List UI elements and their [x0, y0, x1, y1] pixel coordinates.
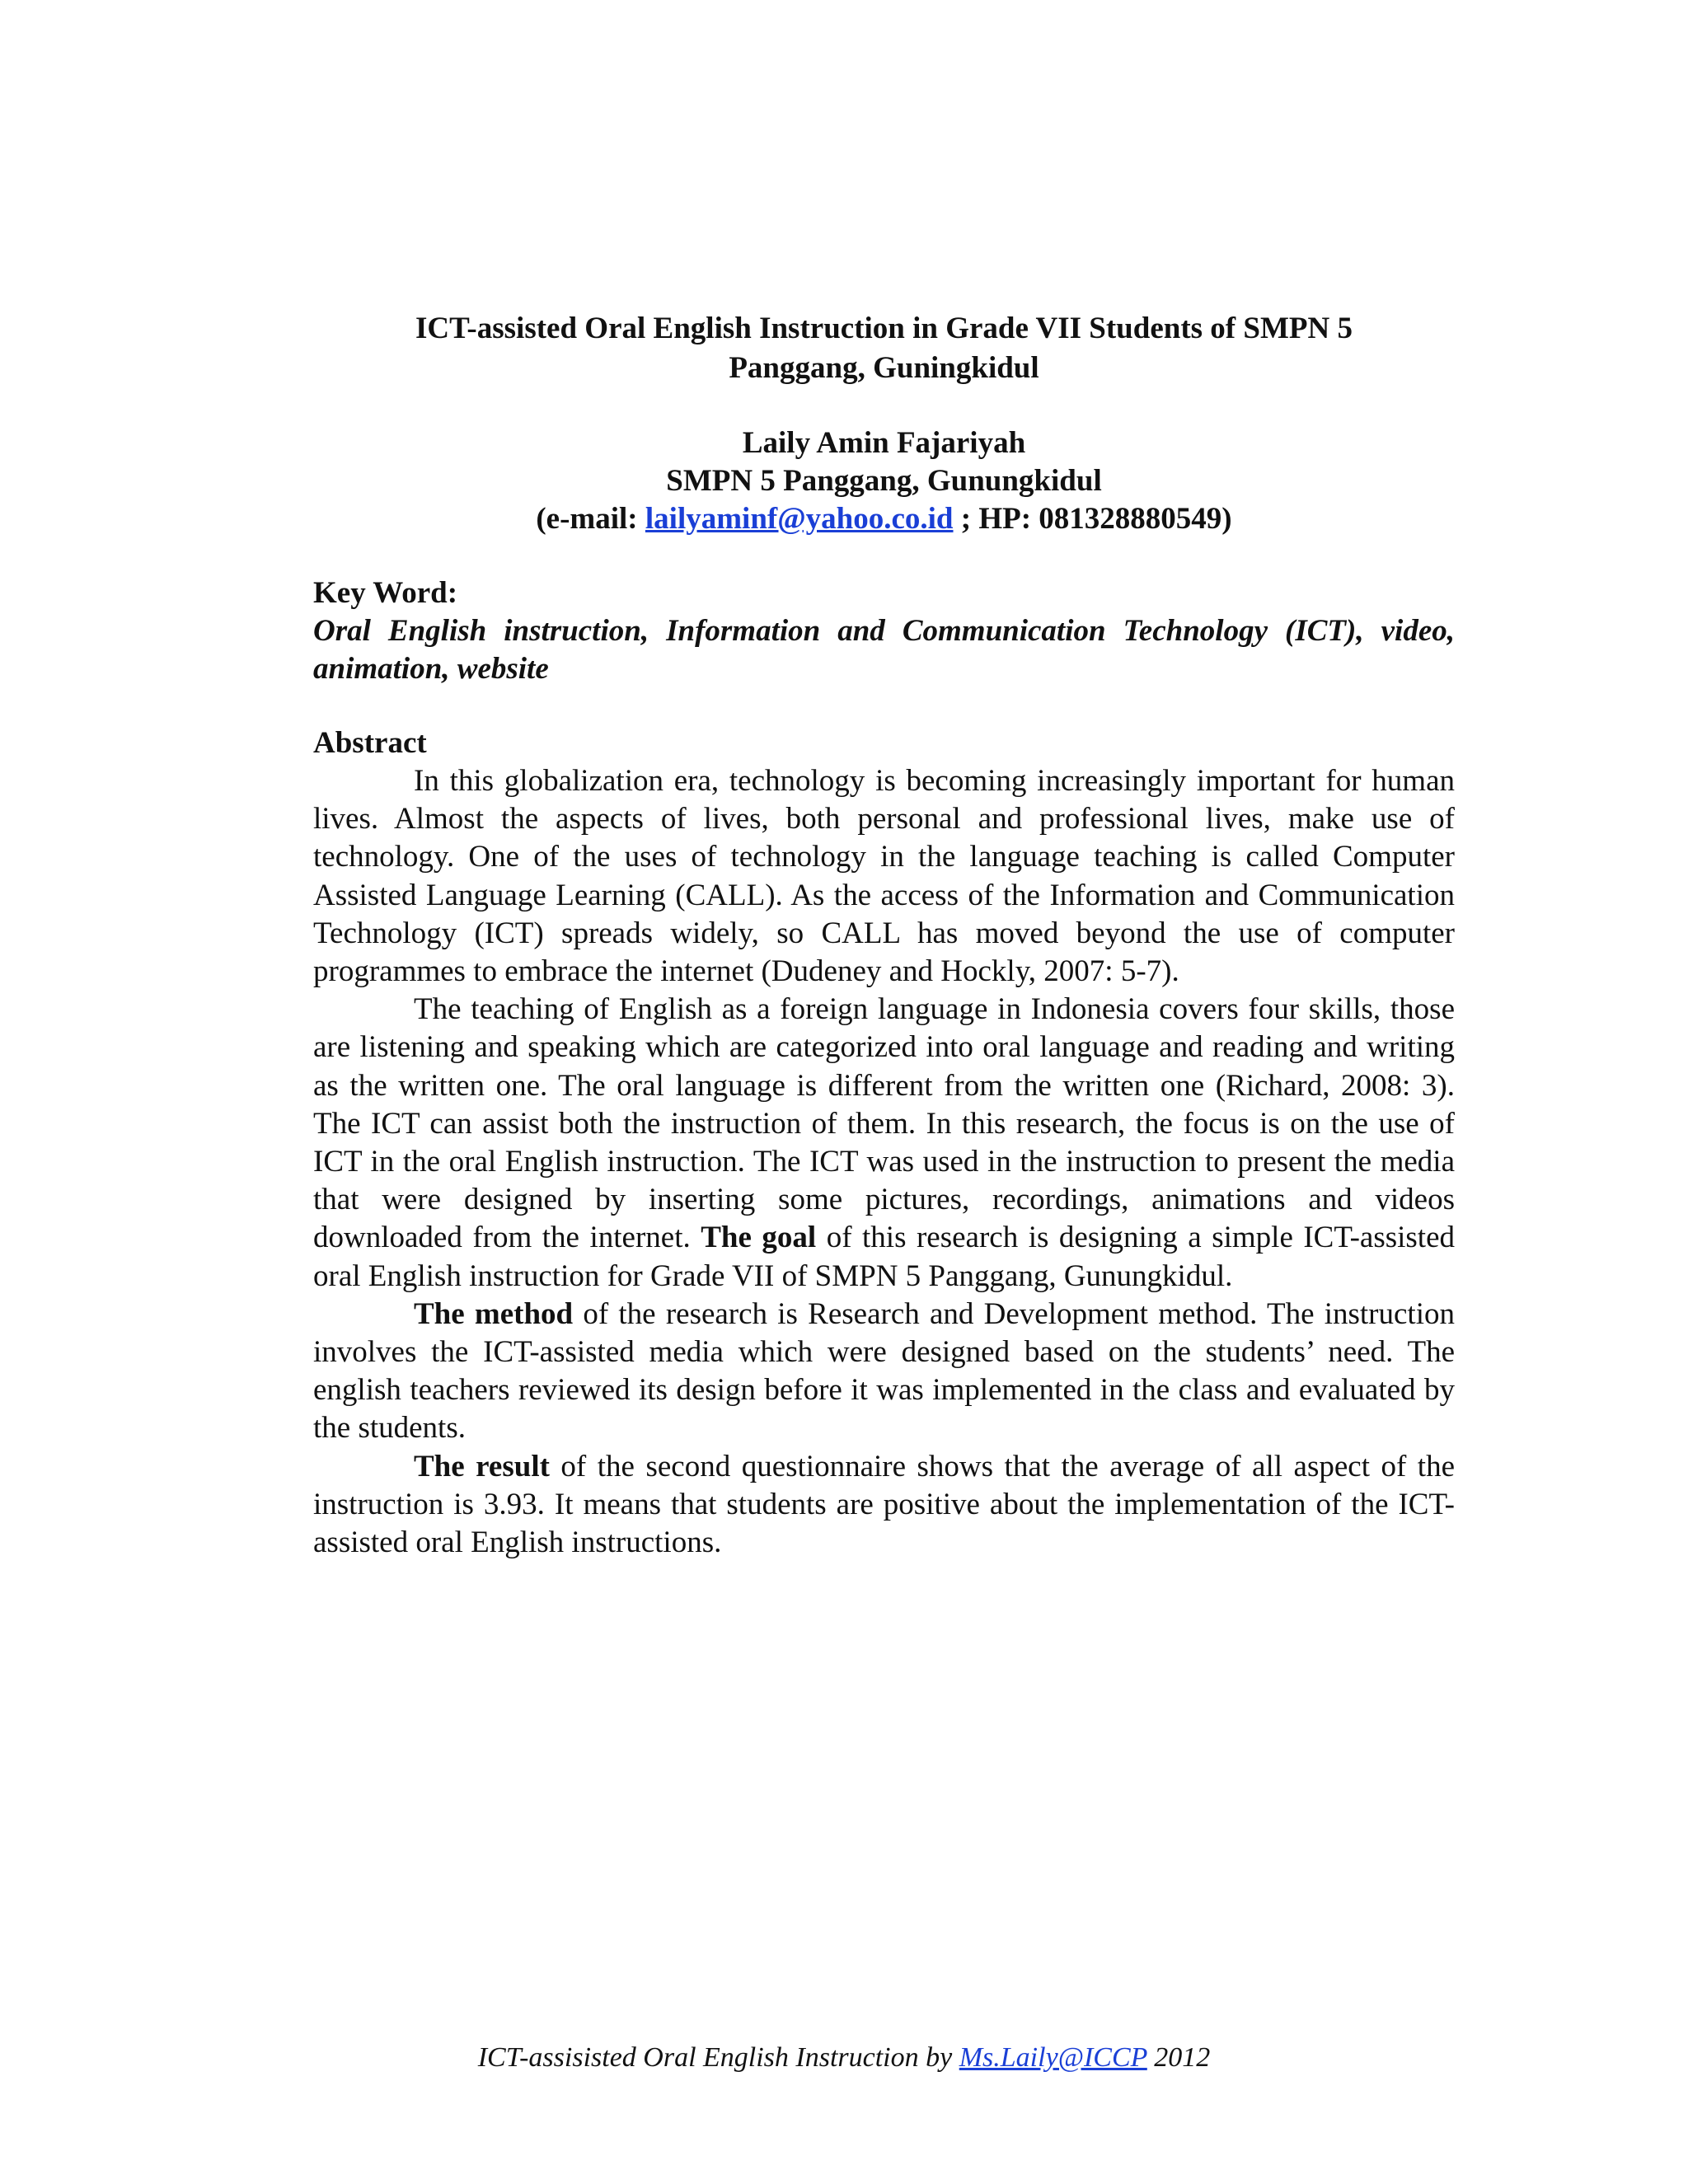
paragraph-3-text: of the research is Research and Development method. The instruction involves the ICT-assisted media which were designed based on the students’ need. The english teachers reviewed its design before it was implemented in the class and evaluated by the students. [313, 1296, 1455, 1446]
footer-suffix: 2012 [1146, 2042, 1211, 2073]
paper-title-line-1: ICT-assisted Oral English Instruction in Grade VII Students of SMPN 5 [415, 312, 1353, 345]
email-link[interactable]: lailyaminf@yahoo.co.id [645, 502, 954, 536]
author-block [313, 424, 1455, 538]
abstract-heading: Abstract [313, 726, 427, 760]
paper-title [313, 309, 1455, 388]
abstract-paragraph-1: In this globalization era, technology is becoming increasingly important for human lives. Almost the aspects of lives, both personal and professional lives, make use of technology. One of the uses of technology in the language teaching is called Computer Assisted Language Learning (CALL). As the access of the Information and Communication Technology (ICT) spreads widely, so CALL has moved beyond the use of computer programmes to embrace the internet (Dudeney and Hockly, 2007: 5-7). [313, 764, 1455, 989]
paragraph-2-text-b: of this research is designing a simple ICT-assisted oral English instruction for Grade VII of SMPN 5 Panggang, Gunungkidul. [313, 1221, 1455, 1293]
author-name: Laily Amin Fajariyah [742, 426, 1026, 460]
paragraph-4-result-label: The result [414, 1449, 550, 1483]
page-footer [0, 2040, 1688, 2076]
keyword-heading: Key Word: [313, 576, 458, 610]
paragraph-3-method-label: The method [414, 1296, 574, 1331]
paragraph-4-text: of the second questionnaire shows that the average of all aspect of the instruction is 3.93. It means that students are positive about the implementation of the ICT-assisted oral English instructions. [313, 1449, 1455, 1560]
abstract-paragraph-3 [313, 1296, 1455, 1448]
footer-prefix: ICT-assisisted Oral English Instruction by [477, 2042, 959, 2073]
paragraph-2-text-a: The teaching of English as a foreign language in Indonesia covers four skills, those are listening and speaking which are categorized into oral language and reading and writing as the written one. The oral language is different from the written one (Richard, 2008: 3). The ICT can assist both the instruction of them. In this research, the focus is on the use of ICT in the oral English instruction. The ICT was used in the instruction to present the media that were designed by inserting some pictures, recordings, animations and videos downloaded from the internet. [313, 992, 1455, 1255]
contact-suffix: ; HP: 081328880549) [953, 502, 1232, 536]
document-body [313, 309, 1455, 1562]
paragraph-2-goal-label: The goal [701, 1221, 817, 1255]
footer-link[interactable]: Ms.Laily@ICCP [959, 2042, 1147, 2073]
abstract-paragraph-4 [313, 1448, 1455, 1563]
abstract-paragraph-2 [313, 991, 1455, 1296]
paper-title-line-2: Panggang, Guningkidul [729, 351, 1039, 385]
author-affiliation: SMPN 5 Panggang, Gunungkidul [666, 464, 1102, 498]
contact-prefix: (e-mail: [536, 502, 645, 536]
author-contact [313, 500, 1455, 538]
keyword-list: Oral English instruction, Information and Communication Technology (ICT), video, animation, website [313, 614, 1455, 686]
